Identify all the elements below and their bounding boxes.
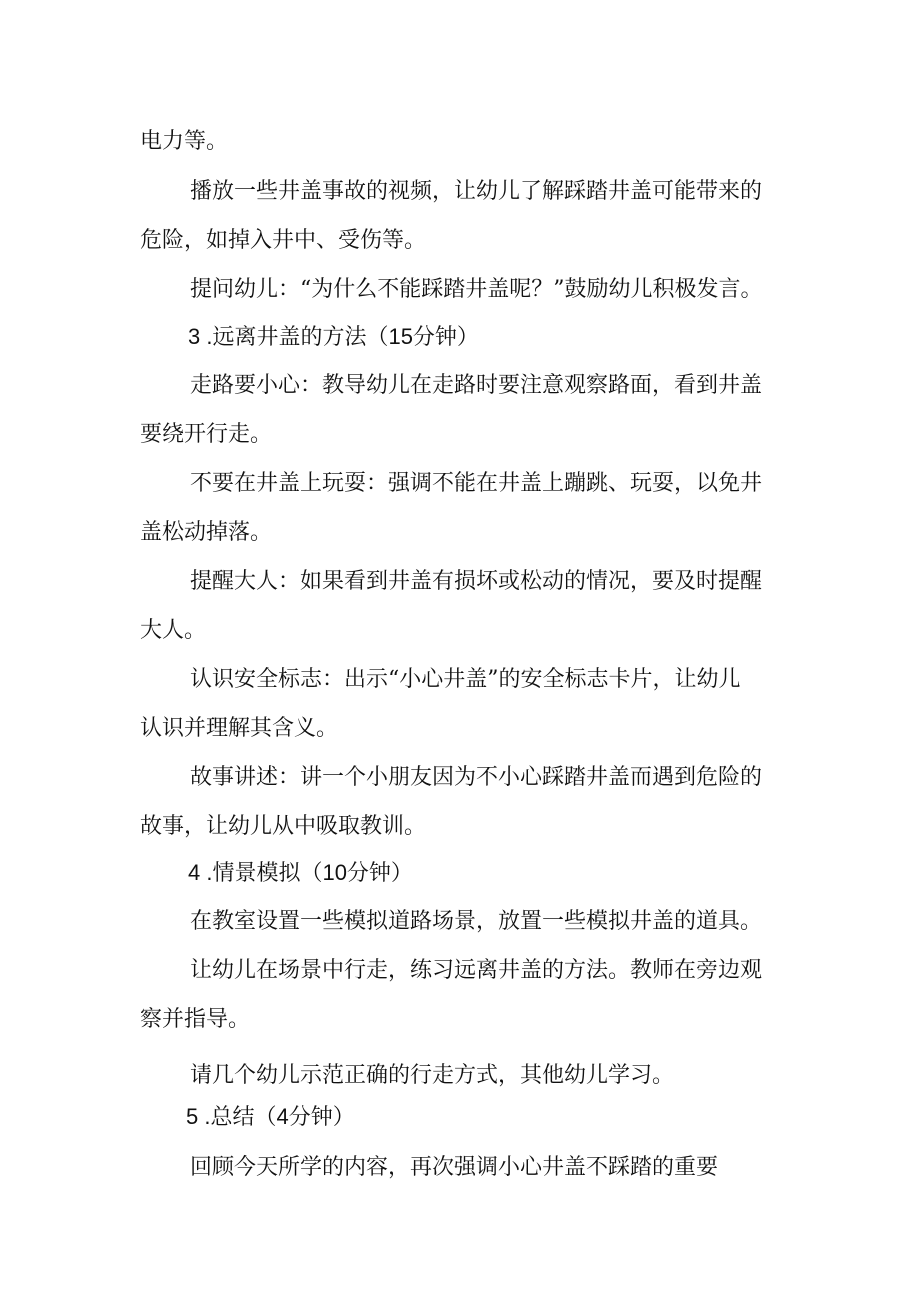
text-line: 不要在井盖上玩耍：强调不能在井盖上蹦跳、玩耍，以免井 <box>190 471 763 496</box>
text-line: 播放一些井盖事故的视频，让幼儿了解踩踏井盖可能带来的 <box>190 179 763 204</box>
text-line: 走路要小心：教导幼儿在走路时要注意观察路面，看到井盖 <box>190 373 763 398</box>
text-line: 故事，让幼儿从中吸取教训。 <box>140 814 427 839</box>
text-line: 故事讲述：讲一个小朋友因为不小心踩踏井盖而遇到危险的 <box>190 765 763 790</box>
text-line: 大人。 <box>140 618 207 643</box>
text-line: 危险，如掉入井中、受伤等。 <box>140 228 427 253</box>
text-line: 回顾今天所学的内容，再次强调小心井盖不踩踏的重要 <box>190 1155 719 1180</box>
text-line: 电力等。 <box>140 129 229 154</box>
text-line: 察并指导。 <box>140 1007 251 1032</box>
text-line: 要绕开行走。 <box>140 422 273 447</box>
text-line: 提问幼儿：“为什么不能踩踏井盖呢？”鼓励幼儿积极发言。 <box>190 277 763 302</box>
text-line: 认识并理解其含义。 <box>140 716 339 741</box>
section-heading: 3 .远离井盖的方法（15分钟） <box>188 324 479 349</box>
text-line: 请几个幼儿示范正确的行走方式，其他幼儿学习。 <box>190 1063 675 1088</box>
text-line: 盖松动掉落。 <box>140 520 273 545</box>
section-heading: 5 .总结（4分钟） <box>186 1104 355 1129</box>
text-line: 让幼儿在场景中行走，练习远离井盖的方法。教师在旁边观 <box>190 958 763 983</box>
text-line: 提醒大人：如果看到井盖有损坏或松动的情况，要及时提醒 <box>190 569 763 594</box>
section-heading: 4 .情景模拟（10分钟） <box>188 860 413 885</box>
text-line: 认识安全标志：出示“小心井盖”的安全标志卡片，让幼儿 <box>190 667 741 692</box>
text-line: 在教室设置一些模拟道路场景，放置一些模拟井盖的道具。 <box>190 909 763 934</box>
